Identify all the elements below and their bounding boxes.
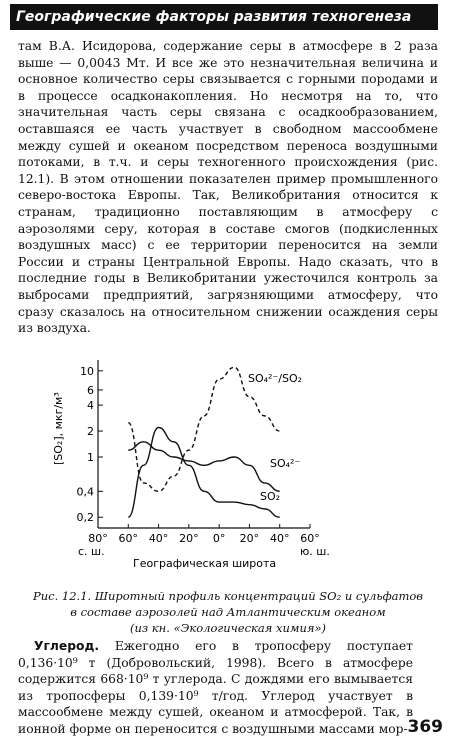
x-tick-label: 60°: [118, 532, 139, 545]
y-tick-label: 0,4: [76, 485, 94, 499]
x-axis-label: Географическая широта: [133, 557, 277, 570]
x-ticks: [88, 524, 320, 545]
figure-caption: [18, 588, 438, 636]
x-left-note: с. ш.: [78, 545, 105, 558]
term-carbon: Углерод.: [34, 639, 100, 653]
x-tick-label: 0°: [212, 532, 226, 545]
y-tick-label: 0,2: [76, 511, 94, 525]
y-tick-label: 6: [87, 383, 94, 397]
y-tick-label: 4: [87, 399, 94, 413]
body-paragraph-sulfur: там В.А. Исидорова, содержание серы в атмосфере в 2 раза выше — 0,0043 Мт. И все же это незначительная величина и основное количество серы связывается с горными породами и в процессе осадконакопления. Но несмотря на то, что значительная часть серы связана с осадкообразованием, оставшаяся ее часть участвует в свободном массообмене между сушей и океаном посредством переноса воздушными потоками, в т.ч. и серы техногенного происхождения (рис. 12.1). В этом отношении показателен пример промышленного северо-востока Европы. Так, Великобритания относится к странам, традиционно поставляющим в атмосферу с аэрозолями серу, которая в составе смогов (подкисленных воздушных масс) с ее территории переносится на земли России и страны Центральной Европы. Надо сказать, что в последние годы в Великобритании ужесточился контроль за выбросами предприятий, загрязняющими атмосферу, что сразу сказалось на относительном снижении осаждения серы из воздуха.: [18, 39, 438, 336]
latitude-profile-chart: [48, 350, 333, 580]
running-header: Географические факторы развития техногенеза: [10, 4, 438, 30]
x-tick-label: 20°: [239, 532, 260, 545]
label-so2: SO₂: [260, 490, 281, 503]
x-tick-label: 40°: [148, 532, 169, 545]
x-right-note: ю. ш.: [300, 545, 330, 558]
carbon-text: Ежегодно его в тропосферу поступает 0,136·10⁹ т (Добровольский, 1998). Всего в атмосфере содержится 668·10⁹ т углерода. С дождями его вымывается из тропосферы 0,139·10⁹ т/год. Углерод участвует в массообмене между сушей, океаном и атмосферой. Так, в ионной форме он переносится с воздушными массами мор-: [18, 639, 413, 736]
series-so2-line: [128, 427, 279, 517]
caption-line-2: в составе аэрозолей над Атлантическим океаном: [70, 605, 386, 619]
caption-line-3: (из кн. «Экологическая химия»): [129, 621, 327, 635]
label-sulfate: SO₄²⁻: [270, 457, 301, 470]
y-tick-label: 1: [87, 450, 94, 464]
y-ticks: [77, 365, 104, 524]
x-tick-label: 80°: [88, 532, 108, 545]
y-axis-label: [SO₂], мкг/м³: [52, 392, 65, 465]
page-number: 369: [407, 717, 443, 737]
figure-12-1: [48, 350, 333, 580]
caption-line-1: Рис. 12.1. Широтный профиль концентраций SO₂ и сульфатов: [33, 589, 423, 603]
x-tick-label: 20°: [179, 532, 199, 545]
x-tick-label: 40°: [269, 532, 290, 545]
y-tick-label: 10: [80, 364, 94, 378]
body-paragraph-carbon: [18, 638, 413, 738]
label-ratio: SO₄²⁻/SO₂: [248, 372, 303, 385]
y-tick-label: 2: [87, 425, 94, 439]
series-lines: [128, 367, 279, 517]
x-tick-label: 60°: [300, 532, 320, 545]
